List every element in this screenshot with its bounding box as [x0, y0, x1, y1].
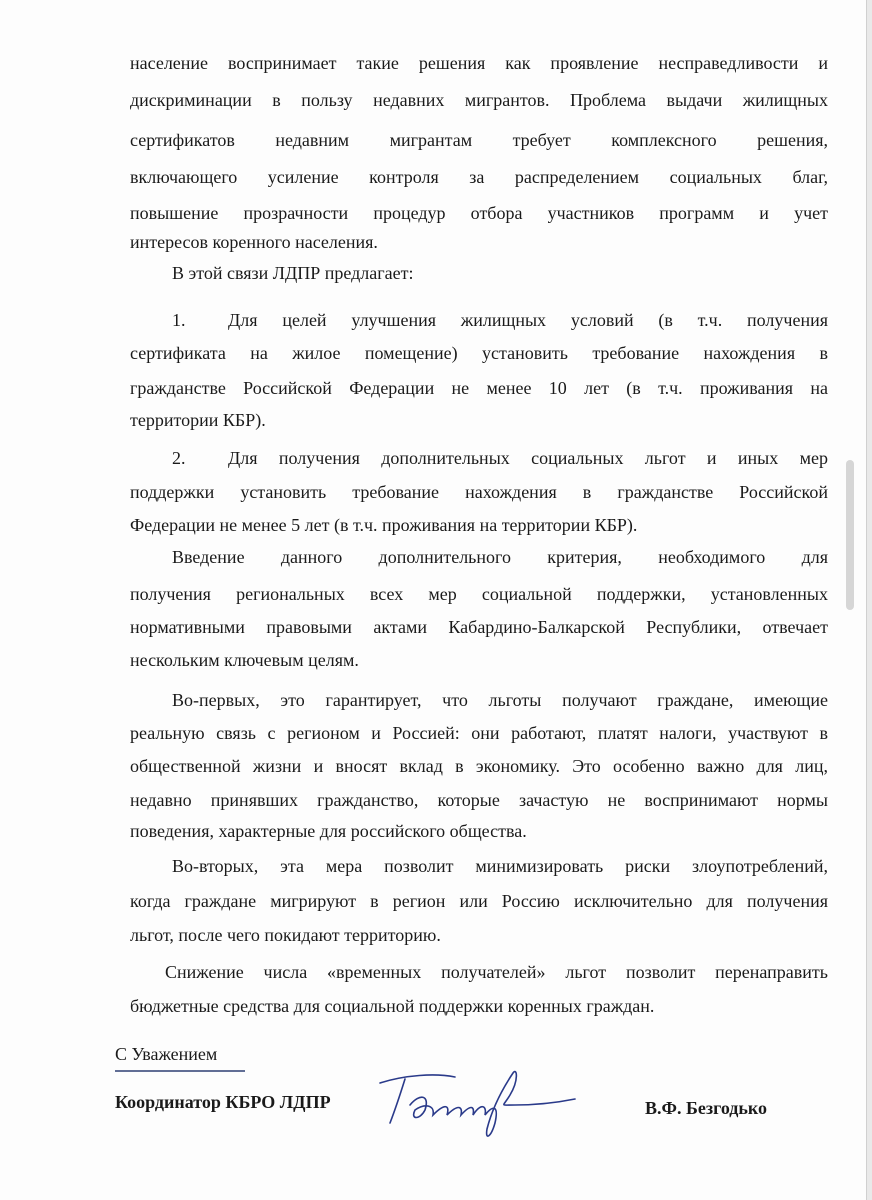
text-line: сертификата на жилое помещение) установить требование нахождения в	[130, 343, 828, 363]
scrollbar-thumb[interactable]	[846, 460, 854, 610]
closing-salutation: С Уважением	[115, 1044, 218, 1064]
text-line: Федерации не менее 5 лет (в т.ч. проживания на территории КБР).	[130, 515, 638, 535]
text-line: когда граждане мигрируют в регион или Россию исключительно для получения	[130, 891, 828, 911]
text-line: Во-первых, это гарантирует, что льготы получают граждане, имеющие	[172, 690, 828, 710]
text-line: территории КБР).	[130, 410, 266, 430]
text-line: нескольким ключевым целям.	[130, 650, 359, 670]
text-line: общественной жизни и вносят вклад в экономику. Это особенно важно для лиц,	[130, 756, 828, 776]
text-line: реальную связь с регионом и Россией: они работают, платят налоги, участвуют в	[130, 723, 828, 743]
text-line: бюджетные средства для социальной поддержки коренных граждан.	[130, 996, 655, 1016]
signer-name: В.Ф. Безгодько	[645, 1098, 768, 1118]
text-line: повышение прозрачности процедур отбора участников программ и учет	[130, 203, 828, 223]
text-line: включающего усиление контроля за распределением социальных благ,	[130, 167, 828, 187]
text-line: Для получения дополнительных социальных льгот и иных мер	[228, 448, 828, 468]
text-line: гражданстве Российской Федерации не менее 10 лет (в т.ч. проживания на	[130, 378, 828, 398]
text-line: поведения, характерные для российского общества.	[130, 821, 527, 841]
text-line: В этой связи ЛДПР предлагает:	[172, 263, 414, 283]
text-line: дискриминации в пользу недавних мигрантов. Проблема выдачи жилищных	[130, 90, 828, 110]
text-line: получения региональных всех мер социальной поддержки, установленных	[130, 584, 828, 604]
text-line: недавно принявших гражданство, которые зачастую не воспринимают нормы	[130, 790, 828, 810]
text-line: интересов коренного населения.	[130, 232, 378, 252]
text-line: Во-вторых, эта мера позволит минимизировать риски злоупотреблений,	[172, 856, 828, 876]
text-line: сертификатов недавним мигрантам требует комплексного решения,	[130, 130, 828, 150]
list-number: 2.	[172, 448, 186, 468]
signature-image	[375, 1065, 585, 1145]
text-line: Снижение числа «временных получателей» льгот позволит перенаправить	[165, 962, 828, 982]
signature-stroke	[380, 1072, 575, 1137]
text-line: нормативными правовыми актами Кабардино-Балкарской Республики, отвечает	[130, 617, 828, 637]
text-line: население воспринимает такие решения как проявление несправедливости и	[130, 53, 828, 73]
text-line: Для целей улучшения жилищных условий (в т.ч. получения	[228, 310, 828, 330]
list-number: 1.	[172, 310, 186, 330]
text-line: льгот, после чего покидают территорию.	[130, 925, 441, 945]
signer-role: Координатор КБРО ЛДПР	[115, 1092, 331, 1112]
underline-stroke	[115, 1070, 245, 1072]
text-line: Введение данного дополнительного критерия, необходимого для	[172, 547, 828, 567]
text-line: поддержки установить требование нахождения в гражданстве Российской	[130, 482, 828, 502]
